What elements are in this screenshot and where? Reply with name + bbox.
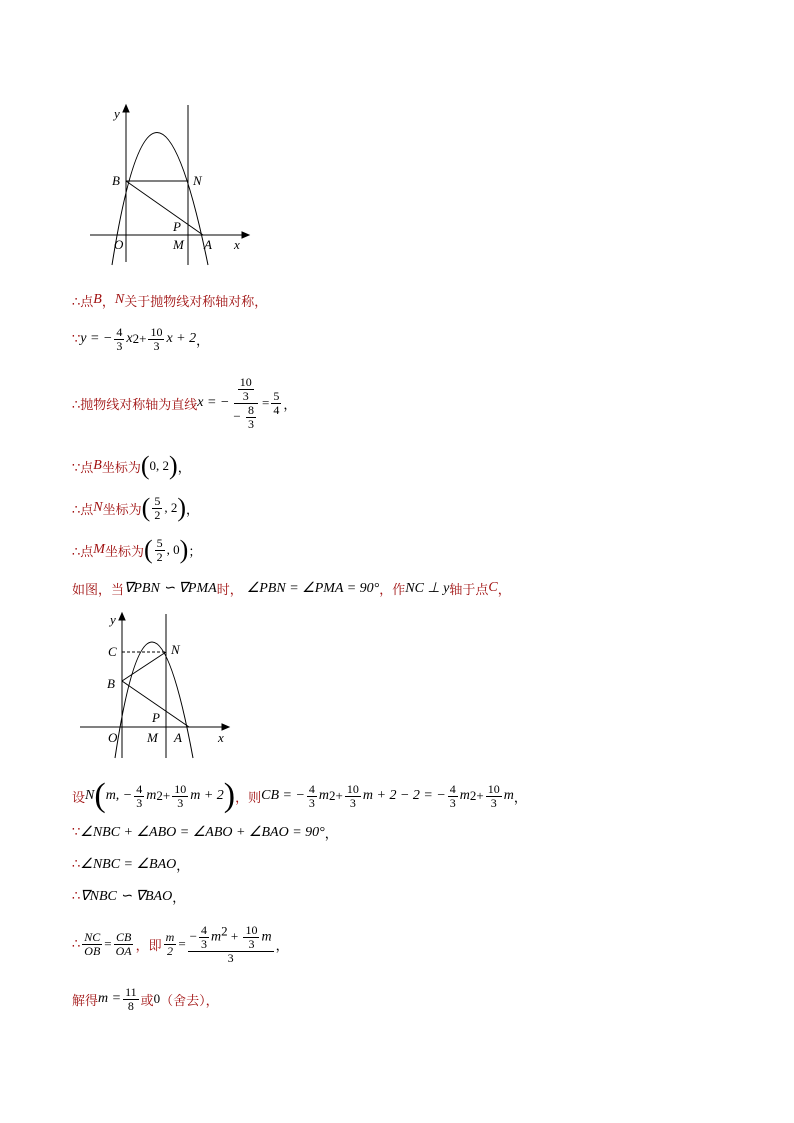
label-x: x <box>234 237 240 252</box>
label-m: M <box>173 237 184 252</box>
figure-parabola-1 <box>82 100 252 270</box>
label-m: M <box>147 730 158 745</box>
label-o: O <box>114 237 124 252</box>
label-y: y <box>110 612 116 627</box>
label-b: B <box>107 676 115 691</box>
y-axis-arrow <box>123 105 129 112</box>
x-axis-arrow <box>242 232 249 238</box>
line-13: 解得 m = $\frac{11}{8}$ 或 0 （舍去）， <box>72 984 219 1013</box>
label-n: N <box>193 173 202 188</box>
line-12: ∴ $\frac{NC}{OB}$ = $\frac{CB}{OA}$ ，即 $\frac{m}{2}$ = − $\frac{4}{3}$ $m^2$ + $\frac{10}{3}$ m 3 ， <box>72 922 289 965</box>
line-5: ∴点 N 坐标为 ( $\frac{5}{2}$ , 2 ) ， <box>72 493 199 522</box>
line-11: ∴ ∇NBC ∽ ∇BAO ， <box>72 888 186 906</box>
line-2: ∵ y = − $\frac{4}{3}$ x 2 + $\frac{10}{3}$ x + 2 ， <box>72 324 210 353</box>
label-x: x <box>218 730 224 745</box>
label-b: B <box>112 173 120 188</box>
segment-ba <box>126 181 203 235</box>
label-o: O <box>108 730 118 745</box>
label-a: A <box>174 730 182 745</box>
label-a: A <box>204 237 212 252</box>
line-1: ∴点 B ， N 关于抛物线对称轴对称， <box>72 292 268 310</box>
label-n: N <box>171 642 180 657</box>
line-10: ∴ ∠NBC = ∠BAO ， <box>72 856 190 874</box>
line-3: ∴抛物线对称轴为直线 x = − $\frac{10}{3}$ − $\frac{8}{3}$ = $\frac{5}{4}$ ， <box>72 374 297 431</box>
label-y: y <box>114 106 120 121</box>
line-7: 如图，当 ∇PBN ∽ ∇PMA 时， ∠PBN = ∠PMA = 90° ，作 NC ⊥ y 轴于点 C ， <box>72 580 511 598</box>
figure-parabola-2 <box>72 606 242 766</box>
y-axis-arrow <box>119 613 125 620</box>
line-8: 设 N ( m, − $\frac{4}{3}$ m 2 + $\frac{10}{3}$ m + 2 ) ，则 CB = − $\frac{4}{3}$ m 2 + $\frac{10}{3}$ m + 2 − 2 = − $\frac{4}{3}$ m 2 + $\frac{10}{3}$ m ， <box>72 777 527 814</box>
label-p: P <box>173 219 181 234</box>
segment-bn <box>122 652 166 681</box>
label-p: P <box>152 710 160 725</box>
line-6: ∴点 M 坐标为 ( $\frac{5}{2}$ , 0 ) ； <box>72 535 202 564</box>
line-4: ∵点 B 坐标为 ( 0, 2 ) ， <box>72 451 191 480</box>
label-c: C <box>108 644 117 659</box>
line-9: ∵ ∠NBC + ∠ABO = ∠ABO + ∠BAO = 90° ， <box>72 824 338 842</box>
